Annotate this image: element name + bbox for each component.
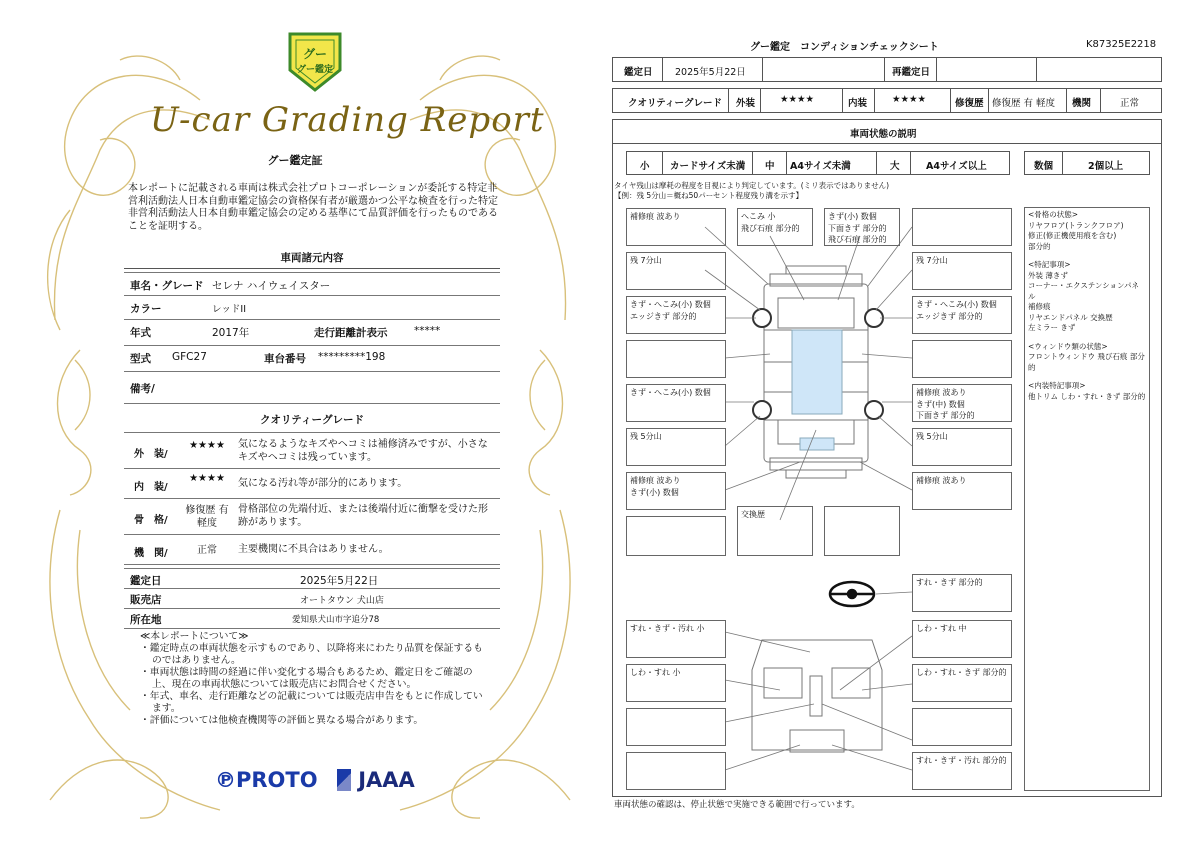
spec-heading: 車両諸元内容 (124, 250, 500, 269)
dealer-label: 販売店 (130, 594, 162, 606)
callout-ext-front-left: 補修痕 波あり (626, 208, 726, 246)
note-item: ・車両状態は時間の経過に伴い変化する場合もあるため、鑑定日をご確認の上、現在の車両状態については販売店にお問合せください。 (140, 667, 473, 690)
address-label: 所在地 (130, 614, 162, 626)
callout-int-left-2: しわ・すれ 小 (626, 664, 726, 702)
tire-note-1: タイヤ残山は摩耗の程度を目視により判定しています。(ミリ表示ではありません) (614, 181, 890, 190)
quality-name: 骨 格/ (134, 515, 168, 526)
engine-value: 正常 (1120, 98, 1140, 109)
ext-label: 外装 (736, 98, 756, 109)
callout-tire-rear-right: 残 5分山 (912, 428, 1012, 466)
date-value: 2025年5月22日 (675, 67, 746, 78)
repair-value: 修復歴 有 軽度 (992, 98, 1056, 109)
count-label: 数個 (1034, 161, 1054, 172)
svg-text:グー: グー (302, 47, 328, 61)
sheet-footer: 車両状態の確認は、停止状態で実施できる範囲で行っています。 (614, 800, 860, 810)
color-label: カラー (130, 303, 162, 315)
sheet-title: グー鑑定 コンディションチェックシート (750, 42, 939, 53)
callout-steering: すれ・きず 部分的 (912, 574, 1012, 612)
callout-int-right-4: すれ・きず・汚れ 部分的 (912, 752, 1012, 790)
callout-tire-rear-left: 残 5分山 (626, 428, 726, 466)
spec-row-color (124, 296, 500, 320)
tire-note-2: 【例：残 5分山＝概ね50パーセント程度残り溝を示す】 (614, 191, 804, 200)
callout-side-rear-left: きず・へこみ(小) 数個 (626, 384, 726, 422)
quality-desc: 骨格部位の先端付近、または後端付近に衝撃を受けた形跡があります。 (238, 504, 488, 528)
size-large-desc: A4サイズ以上 (926, 161, 987, 172)
windshield-glass (792, 330, 842, 414)
spec-row-remarks (124, 372, 500, 404)
quality-row-interior (124, 469, 500, 499)
callout-ext-front-center-2: きず(小) 数個 下面きず 部分的 飛び石痕 部分的 (824, 208, 900, 246)
badge-text: グー鑑定 (296, 65, 334, 75)
sheet-code: K87325E2218 (1086, 39, 1157, 50)
chassis-label: 車台番号 (264, 353, 306, 365)
tire-rl-icon (753, 401, 771, 419)
special-notes-panel: <骨格の状態> リヤフロア(トランクフロア) 修正(修正機使用痕を含む) 部分的 <特記事項> 外装 薄きず コーナー・エクステンションパネル 補修痕 リヤエンドパネル 交換歴 左ミラー きず <ウィンドウ類の状態> フロントウィンドウ 飛び石痕 部分的 <内装特記事項> 他トリム しわ・すれ・きず 部分的 (1024, 207, 1150, 791)
proto-mark-icon: ℗ (215, 768, 236, 792)
remarks-label: 備考/ (130, 383, 155, 395)
spec-row-name (124, 272, 500, 296)
ornament-left-side (40, 340, 110, 500)
callout-blank-right (912, 340, 1012, 378)
appraisal-row (124, 568, 500, 589)
appraisal-label: 鑑定日 (130, 575, 162, 587)
mileage-label: 走行距離計表示 (314, 327, 388, 339)
callout-ext-front-center-1: へこみ 小 飛び石痕 部分的 (737, 208, 813, 246)
certificate-body: 本レポートに記載される車両は株式会社プロトコーポレーションが委託する特定非営利活動法人日本自動車鑑定協会の資格保有者が厳選かつ公平な検査を行った特定非営利活動法人日本自動車鑑定協会の定める基準にて品質評価を行ったものであることを証明する。 (128, 183, 498, 232)
engine-label: 機関 (1072, 98, 1092, 109)
callout-side-front-right: きず・へこみ(小) 数個 エッジきず 部分的 (912, 296, 1012, 334)
quality-name: 外 装/ (134, 449, 168, 460)
qg-label: クオリティーグレード (628, 98, 723, 109)
callout-blank-left (626, 340, 726, 378)
ornament-right-side (510, 340, 580, 500)
year-value: 2017年 (212, 327, 250, 339)
quality-desc: 主要機関に不具合はありません。 (238, 544, 389, 555)
callout-tire-front-left: 残 7分山 (626, 252, 726, 290)
callout-side-front-left: きず・へこみ(小) 数個 エッジきず 部分的 (626, 296, 726, 334)
size-mid: 中 (765, 161, 775, 172)
note-item: ・年式、車名、走行距離などの記載については販売店申告をもとに作成しています。 (140, 691, 483, 714)
callout-rear-right: 補修痕 波あり (912, 472, 1012, 510)
mileage-value: ***** (414, 325, 441, 337)
quality-heading: クオリティーグレード (260, 414, 364, 426)
proto-logo: ℗PROTO (215, 768, 318, 792)
notes-title: ≪本レポートについて≫ (140, 631, 249, 642)
steering-wheel-icon (830, 582, 874, 606)
name-value: セレナ ハイウェイスター (212, 280, 331, 292)
callout-bottom-center-1: 交換歴 (737, 506, 813, 556)
chassis-value: *********198 (318, 351, 386, 363)
tire-rr-icon (865, 401, 883, 419)
callout-ext-front-right (912, 208, 1012, 246)
color-value: レッドII (212, 304, 247, 315)
quality-name: 内 装/ (134, 482, 168, 493)
size-large: 大 (890, 161, 900, 172)
address-value: 愛知県犬山市字追分78 (292, 615, 380, 625)
name-label: 車名・グレード (130, 280, 204, 292)
count-desc: 2個以上 (1088, 161, 1124, 172)
quality-value: 修復歴 有 軽度 (185, 505, 229, 529)
quality-name: 機 関/ (134, 548, 168, 559)
callout-rear-left: 補修痕 波あり きず(小) 数個 (626, 472, 726, 510)
spec-row-year (124, 320, 500, 346)
condition-check-sheet (600, 0, 1170, 848)
size-mid-desc: A4サイズ未満 (790, 161, 851, 172)
ext-value: ★★★★ (780, 94, 815, 105)
quality-desc: 気になる汚れ等が部分的にあります。 (238, 478, 408, 489)
certificate-heading: グー鑑定証 (267, 154, 323, 167)
quality-value: 正常 (197, 545, 217, 556)
size-small-desc: カードサイズ未満 (670, 161, 746, 172)
quality-row-frame (124, 499, 500, 535)
callout-int-left-3 (626, 708, 726, 746)
jaaa-logo: JAAA (358, 768, 415, 792)
size-small: 小 (640, 161, 650, 172)
quality-row-engine (124, 535, 500, 565)
date-label: 鑑定日 (624, 67, 653, 78)
callout-int-right-3 (912, 708, 1012, 746)
model-label: 型式 (130, 353, 151, 365)
quality-value: ★★★★ (189, 473, 225, 484)
dealer-value: オートタウン 犬山店 (300, 596, 384, 606)
callout-int-right-2: しわ・すれ・きず 部分的 (912, 664, 1012, 702)
footer-logos (215, 768, 415, 792)
dealer-row (124, 589, 500, 609)
jaaa-logo-icon (337, 769, 351, 791)
report-title: U-car Grading Report (150, 100, 545, 140)
condition-heading: 車両状態の説明 (850, 129, 917, 140)
rear-glass (800, 438, 834, 450)
callout-int-left-4 (626, 752, 726, 790)
note-item: ・評価については他検査機関等の評価と異なる場合があります。 (140, 715, 424, 726)
report-notes (140, 631, 490, 727)
model-value: GFC27 (172, 351, 207, 363)
callout-tire-front-right: 残 7分山 (912, 252, 1012, 290)
callout-int-left-1: すれ・きず・汚れ 小 (626, 620, 726, 658)
int-value: ★★★★ (892, 94, 927, 105)
quality-desc: 気になるようなキズやヘコミは補修済みですが、小さなキズやヘコミは残っています。 (238, 439, 488, 463)
appraisal-value: 2025年5月22日 (300, 575, 379, 587)
callout-bottom-center-2 (824, 506, 900, 556)
grading-certificate (0, 0, 590, 848)
note-item: ・鑑定時点の車両状態を示すものであり、以降将来にわたり品質を保証するものではありません。 (140, 643, 483, 666)
callout-bottom-left (626, 516, 726, 556)
int-label: 内装 (848, 98, 868, 109)
goo-kantei-badge-icon (286, 30, 344, 94)
repair-label: 修復歴 (955, 98, 984, 109)
callout-side-rear-right: 補修痕 波あり きず(中) 数個 下面きず 部分的 (912, 384, 1012, 422)
spec-row-model (124, 346, 500, 372)
quality-value: ★★★★ (189, 440, 225, 451)
quality-row-exterior (124, 433, 500, 469)
redate-label: 再鑑定日 (892, 67, 931, 78)
year-label: 年式 (130, 327, 151, 339)
address-row (124, 609, 500, 629)
callout-int-right-1: しわ・すれ 中 (912, 620, 1012, 658)
